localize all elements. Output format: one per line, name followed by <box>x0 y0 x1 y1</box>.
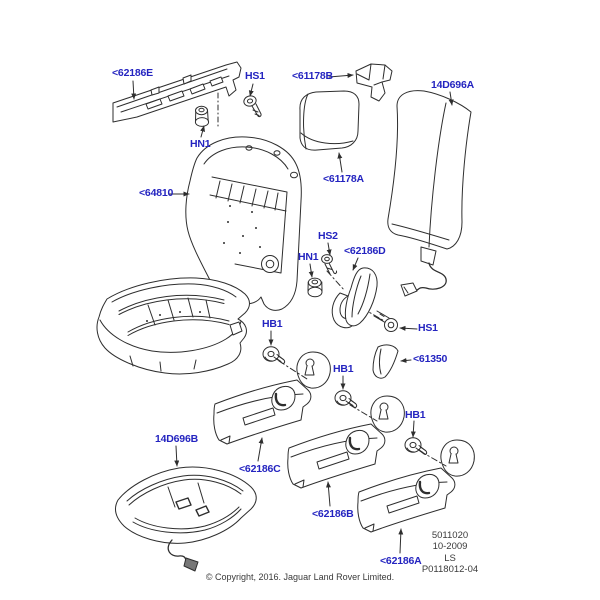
part-fastener-hb1-1 <box>263 347 285 364</box>
drawing-info-block <box>390 530 510 575</box>
callout-14d696b[interactable]: 14D696B <box>155 433 198 445</box>
drawing-ref: P0118012-04 <box>421 563 479 575</box>
callout-hn1-top[interactable]: HN1 <box>190 138 211 150</box>
part-trim-cap-61350 <box>373 345 398 378</box>
part-fastener-hb1-2 <box>335 391 357 408</box>
part-headrest-guide-61178b <box>356 64 392 101</box>
callout-hs2[interactable]: HS2 <box>318 230 338 242</box>
copyright-notice: © Copyright, 2016. Jaguar Land Rover Limited. <box>205 572 395 582</box>
part-heater-pad-14d696b <box>116 467 257 571</box>
callout-hb1-3[interactable]: HB1 <box>405 409 426 421</box>
drawing-code: LS <box>444 552 456 564</box>
part-nut-hn1-mid <box>308 278 322 297</box>
callout-61178b[interactable]: <61178B <box>292 70 333 82</box>
callout-hs1-top[interactable]: HS1 <box>245 70 265 82</box>
part-bolt-hs1-mid <box>374 311 398 332</box>
callout-hb1-1[interactable]: HB1 <box>262 318 283 330</box>
part-nut-hn1-top <box>195 106 208 126</box>
part-valance-62186b <box>288 396 405 488</box>
callout-hn1-mid[interactable]: HN1 <box>298 251 319 263</box>
callout-62186e[interactable]: <62186E <box>112 67 153 79</box>
part-seat-cushion-632a22 <box>97 278 250 374</box>
callout-14d696a[interactable]: 14D696A <box>431 79 474 91</box>
drawing-date: 10-2009 <box>432 541 468 553</box>
callout-hb1-2[interactable]: HB1 <box>333 363 354 375</box>
part-recliner-trim-62186d <box>332 268 377 328</box>
part-valance-62186c <box>214 352 331 444</box>
callout-61178a[interactable]: <61178A <box>323 173 364 185</box>
callout-62186d[interactable]: <62186D <box>344 245 386 257</box>
part-screw-hs2 <box>322 255 337 274</box>
callout-64810[interactable]: <64810 <box>139 187 174 199</box>
part-fastener-hb1-3 <box>405 438 427 455</box>
part-headrest-61178a <box>300 91 359 150</box>
callout-62186c[interactable]: <62186C <box>239 463 281 475</box>
callout-62186a[interactable]: <62186A <box>380 555 422 567</box>
callout-61350[interactable]: <61350 <box>413 353 448 365</box>
drawing-number: 5011020 <box>431 530 469 541</box>
part-back-panel-14d696a <box>388 91 471 296</box>
callout-62186b[interactable]: <62186B <box>312 508 354 520</box>
part-screw-hs1-top <box>243 95 261 117</box>
callout-hs1-mid[interactable]: HS1 <box>418 322 438 334</box>
